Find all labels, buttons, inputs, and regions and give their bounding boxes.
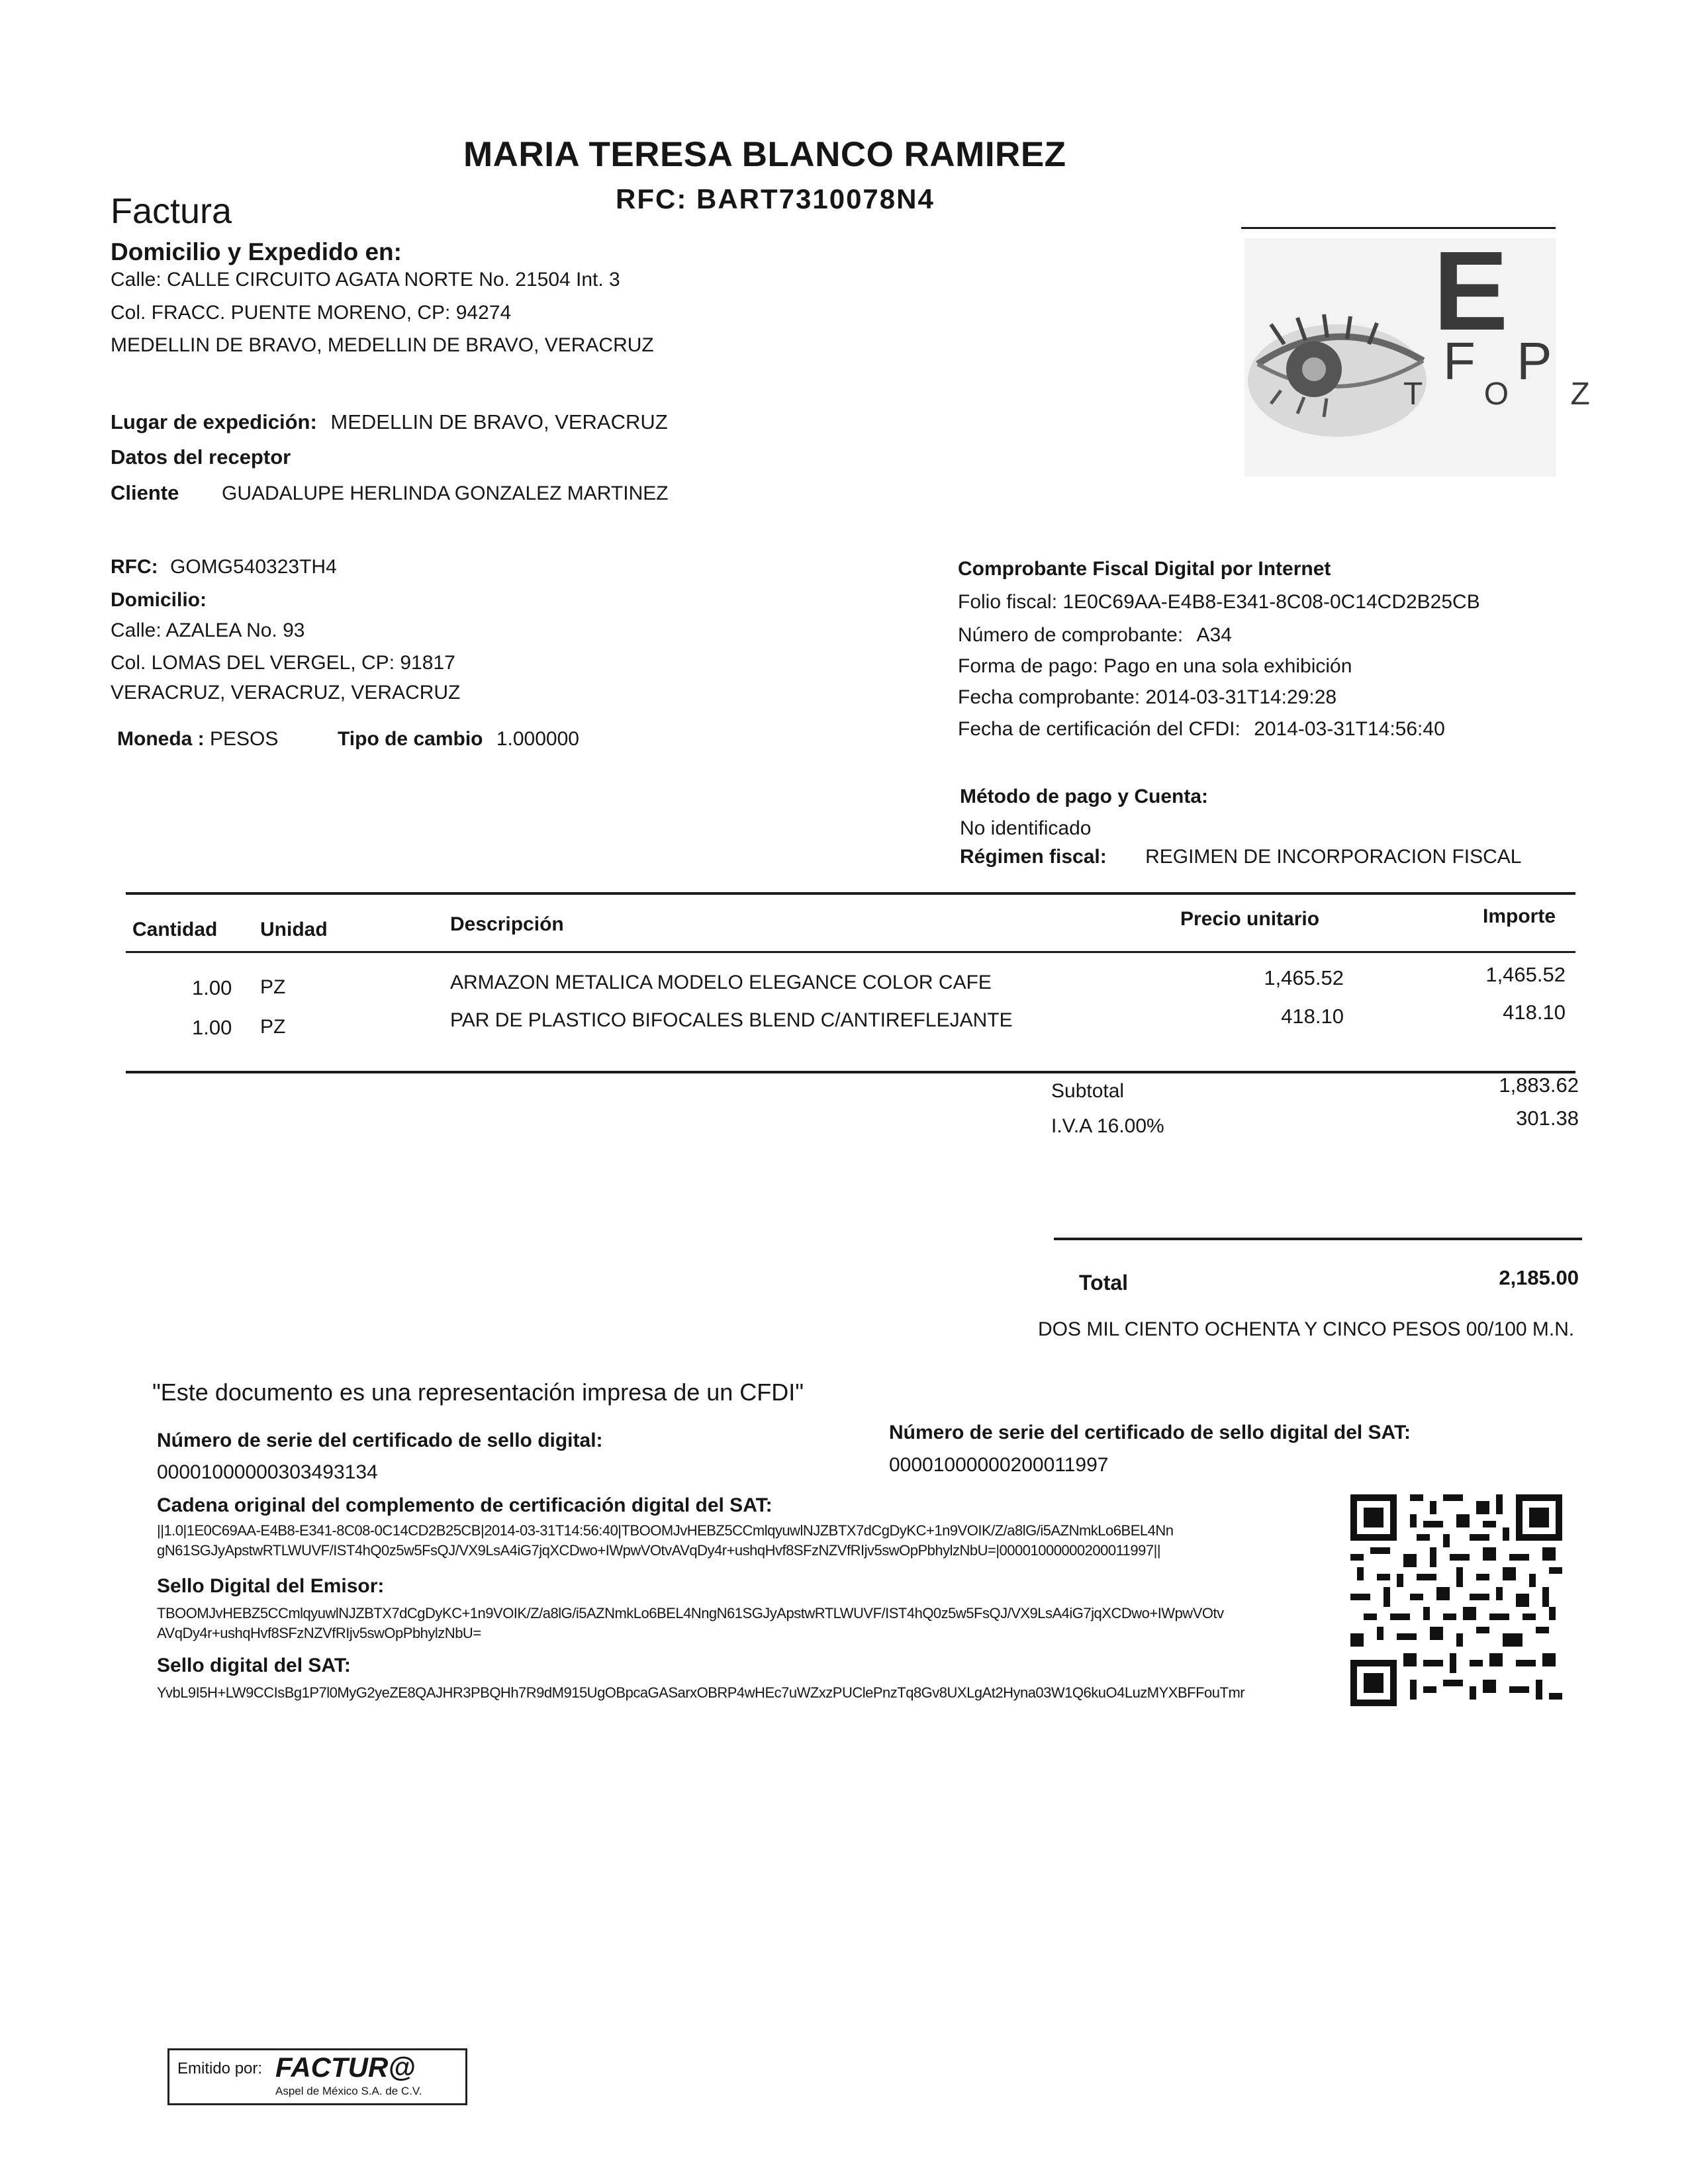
forma-label: Forma de pago: <box>958 655 1098 677</box>
receptor-rfc-value: GOMG540323TH4 <box>170 556 337 578</box>
stamp-emitido: Emitido por: <box>177 2060 263 2077</box>
cert-label: Fecha de certificación del CFDI: <box>958 718 1241 740</box>
stamp-company: Aspel de México S.A. de C.V. <box>275 2085 422 2097</box>
forma-pago <box>958 655 1352 678</box>
regimen <box>960 846 1521 868</box>
subtotal-label: Subtotal <box>1051 1080 1125 1102</box>
receptor-rfc-label: RFC: <box>111 556 158 578</box>
moneda-value: PESOS <box>210 728 279 750</box>
cliente-value: GUADALUPE HERLINDA GONZALEZ MARTINEZ <box>222 482 669 504</box>
receptor-heading: Datos del receptor <box>111 445 291 469</box>
folio-fiscal: Folio fiscal: 1E0C69AA-E4B8-E341-8C08-0C14CD2B25CB <box>958 591 1480 613</box>
company-logo <box>1244 228 1617 477</box>
tipo-cambio-label: Tipo de cambio <box>338 728 483 750</box>
regimen-value: REGIMEN DE INCORPORACION FISCAL <box>1145 846 1522 868</box>
table-row-2-cantidad: 1.00 <box>192 1016 232 1039</box>
moneda <box>117 728 278 751</box>
facture-stamp <box>167 2048 467 2105</box>
logo-row-3: T O Z <box>1403 377 1617 412</box>
iva-label: I.V.A 16.00% <box>1051 1115 1164 1137</box>
lugar-value: MEDELLIN DE BRAVO, VERACRUZ <box>330 410 668 433</box>
table-row-1-importe: 1,465.52 <box>1485 963 1566 986</box>
receptor-domicilio-label: Domicilio: <box>111 589 207 611</box>
cadena-line-2: gN61SGJyApstwRTLWUVF/IST4hQ0z5w5FsQJ/VX9LsA4iG7jqXCDwo+IWpwVOtvAVqDy4r+ushqHvf8SFzNZVfRIjv5swOpPbhylzNbU=|00001000000200011997|| <box>157 1542 1161 1559</box>
receptor-line-1: Calle: AZALEA No. 93 <box>111 619 305 641</box>
sello-sat-label: Sello digital del SAT: <box>157 1655 351 1676</box>
table-row-1-unidad: PZ <box>260 976 286 998</box>
forma-value: Pago en una sola exhibición <box>1103 655 1352 677</box>
receptor-line-2: Col. LOMAS DEL VERGEL, CP: 91817 <box>111 652 455 674</box>
issuer-rfc-value: BART7310078N4 <box>696 183 935 214</box>
cert-sat-value: 00001000000200011997 <box>889 1454 1109 1476</box>
table-header-rule <box>126 951 1575 953</box>
receptor-line-3: VERACRUZ, VERACRUZ, VERACRUZ <box>111 682 461 704</box>
issuer-rfc-label: RFC: <box>616 183 688 214</box>
logo-big-letter: E <box>1433 228 1509 354</box>
cert-value: 2014-03-31T14:56:40 <box>1254 718 1445 740</box>
table-row-2-importe: 418.10 <box>1503 1001 1566 1024</box>
total-rule <box>1054 1238 1582 1240</box>
cert-emisor-label: Número de serie del certificado de sello digital: <box>157 1430 603 1451</box>
table-row-2-descripcion: PAR DE PLASTICO BIFOCALES BLEND C/ANTIREFLEJANTE <box>450 1009 1013 1031</box>
issuer-name: MARIA TERESA BLANCO RAMIREZ <box>463 135 1066 174</box>
cliente-label: Cliente <box>111 481 179 504</box>
table-row-1-cantidad: 1.00 <box>192 976 232 999</box>
cfdi-heading: Comprobante Fiscal Digital por Internet <box>958 558 1331 580</box>
col-descripcion: Descripción <box>450 913 564 935</box>
sello-sat-value: YvbL9I5H+LW9CCIsBg1P7l0MyG2yeZE8QAJHR3PBQHh7R9dM915UgOBpcaGASarxOBRP4wHEc7uWZxzPUClePnzTq8Gv8UXLgAt2Hyna03W1Q6kuO4LuzMYXBFFouTmr <box>157 1684 1245 1701</box>
total-words: DOS MIL CIENTO OCHENTA Y CINCO PESOS 00/100 M.N. <box>1038 1318 1575 1340</box>
col-precio: Precio unitario <box>1180 908 1320 930</box>
domicilio-line-2: Col. FRACC. PUENTE MORENO, CP: 94274 <box>111 302 512 324</box>
sello-emisor-label: Sello Digital del Emisor: <box>157 1575 385 1597</box>
cert-emisor-value: 00001000000303493134 <box>157 1461 378 1483</box>
sello-emisor-line-1: TBOOMJvHEBZ5CCmlqyuwlNJZBTX7dCgDyKC+1n9VOIK/Z/a8lG/i5AZNmkLo6BEL4NngN61SGJyApstwRTLWUVF/IST4hQ0z5w5FsQJ/VX9LsA4iG7jqXCDwo+IWpwVOtv <box>157 1605 1224 1621</box>
receptor-rfc <box>111 556 337 578</box>
fecha-value: 2014-03-31T14:29:28 <box>1145 686 1337 708</box>
col-cantidad: Cantidad <box>132 919 218 940</box>
domicilio-heading: Domicilio y Expedido en: <box>111 238 402 265</box>
regimen-label: Régimen fiscal: <box>960 846 1107 868</box>
table-row-2-unidad: PZ <box>260 1016 286 1038</box>
total-label: Total <box>1079 1271 1129 1295</box>
col-importe: Importe <box>1483 905 1556 927</box>
col-unidad: Unidad <box>260 919 328 940</box>
cadena-label: Cadena original del complemento de certificación digital del SAT: <box>157 1494 773 1516</box>
representacion-text: "Este documento es una representación impresa de un CFDI" <box>152 1379 804 1406</box>
tipo-cambio <box>338 728 579 751</box>
iva-value: 301.38 <box>1516 1107 1579 1130</box>
numero-value: A34 <box>1196 624 1232 646</box>
lugar-expedicion <box>111 410 668 434</box>
table-top-rule <box>126 892 1575 895</box>
domicilio-line-3: MEDELLIN DE BRAVO, MEDELLIN DE BRAVO, VERACRUZ <box>111 334 654 356</box>
total-value: 2,185.00 <box>1499 1266 1579 1289</box>
stamp-brand: FACTUR@ <box>275 2052 416 2083</box>
logo-divider <box>1241 227 1556 229</box>
table-row-1-descripcion: ARMAZON METALICA MODELO ELEGANCE COLOR CAFE <box>450 972 992 993</box>
numero-label: Número de comprobante: <box>958 624 1184 646</box>
tipo-cambio-value: 1.000000 <box>496 728 579 750</box>
table-row-2-precio: 418.10 <box>1281 1005 1344 1028</box>
table-row-1-precio: 1,465.52 <box>1264 966 1344 989</box>
qr-code-icon <box>1350 1494 1562 1706</box>
issuer-rfc <box>616 183 935 215</box>
lugar-label: Lugar de expedición: <box>111 410 317 433</box>
sello-emisor-line-2: AVqDy4r+ushqHvf8SFzNZVfRIjv5swOpPbhylzNbU= <box>157 1625 481 1641</box>
fecha-certificacion <box>958 718 1445 741</box>
fecha-label: Fecha comprobante: <box>958 686 1141 708</box>
doc-type: Factura <box>111 191 232 231</box>
metodo-value: No identificado <box>960 817 1092 839</box>
moneda-label: Moneda : <box>117 728 205 750</box>
domicilio-line-1: Calle: CALLE CIRCUITO AGATA NORTE No. 21504 Int. 3 <box>111 269 620 291</box>
fecha-comprobante <box>958 686 1336 709</box>
logo-row-2: F P <box>1443 332 1566 390</box>
cadena-line-1: ||1.0|1E0C69AA-E4B8-E341-8C08-0C14CD2B25CB|2014-03-31T14:56:40|TBOOMJvHEBZ5CCmlqyuwlNJZBTX7dCgDyKC+1n9VOIK/Z/a8lG/i5AZNmkLo6BEL4Nn <box>157 1522 1174 1539</box>
subtotal-value: 1,883.62 <box>1499 1073 1579 1097</box>
metodo-label: Método de pago y Cuenta: <box>960 786 1208 807</box>
cert-sat-label: Número de serie del certificado de sello digital del SAT: <box>889 1422 1411 1443</box>
numero-comprobante <box>958 624 1232 647</box>
